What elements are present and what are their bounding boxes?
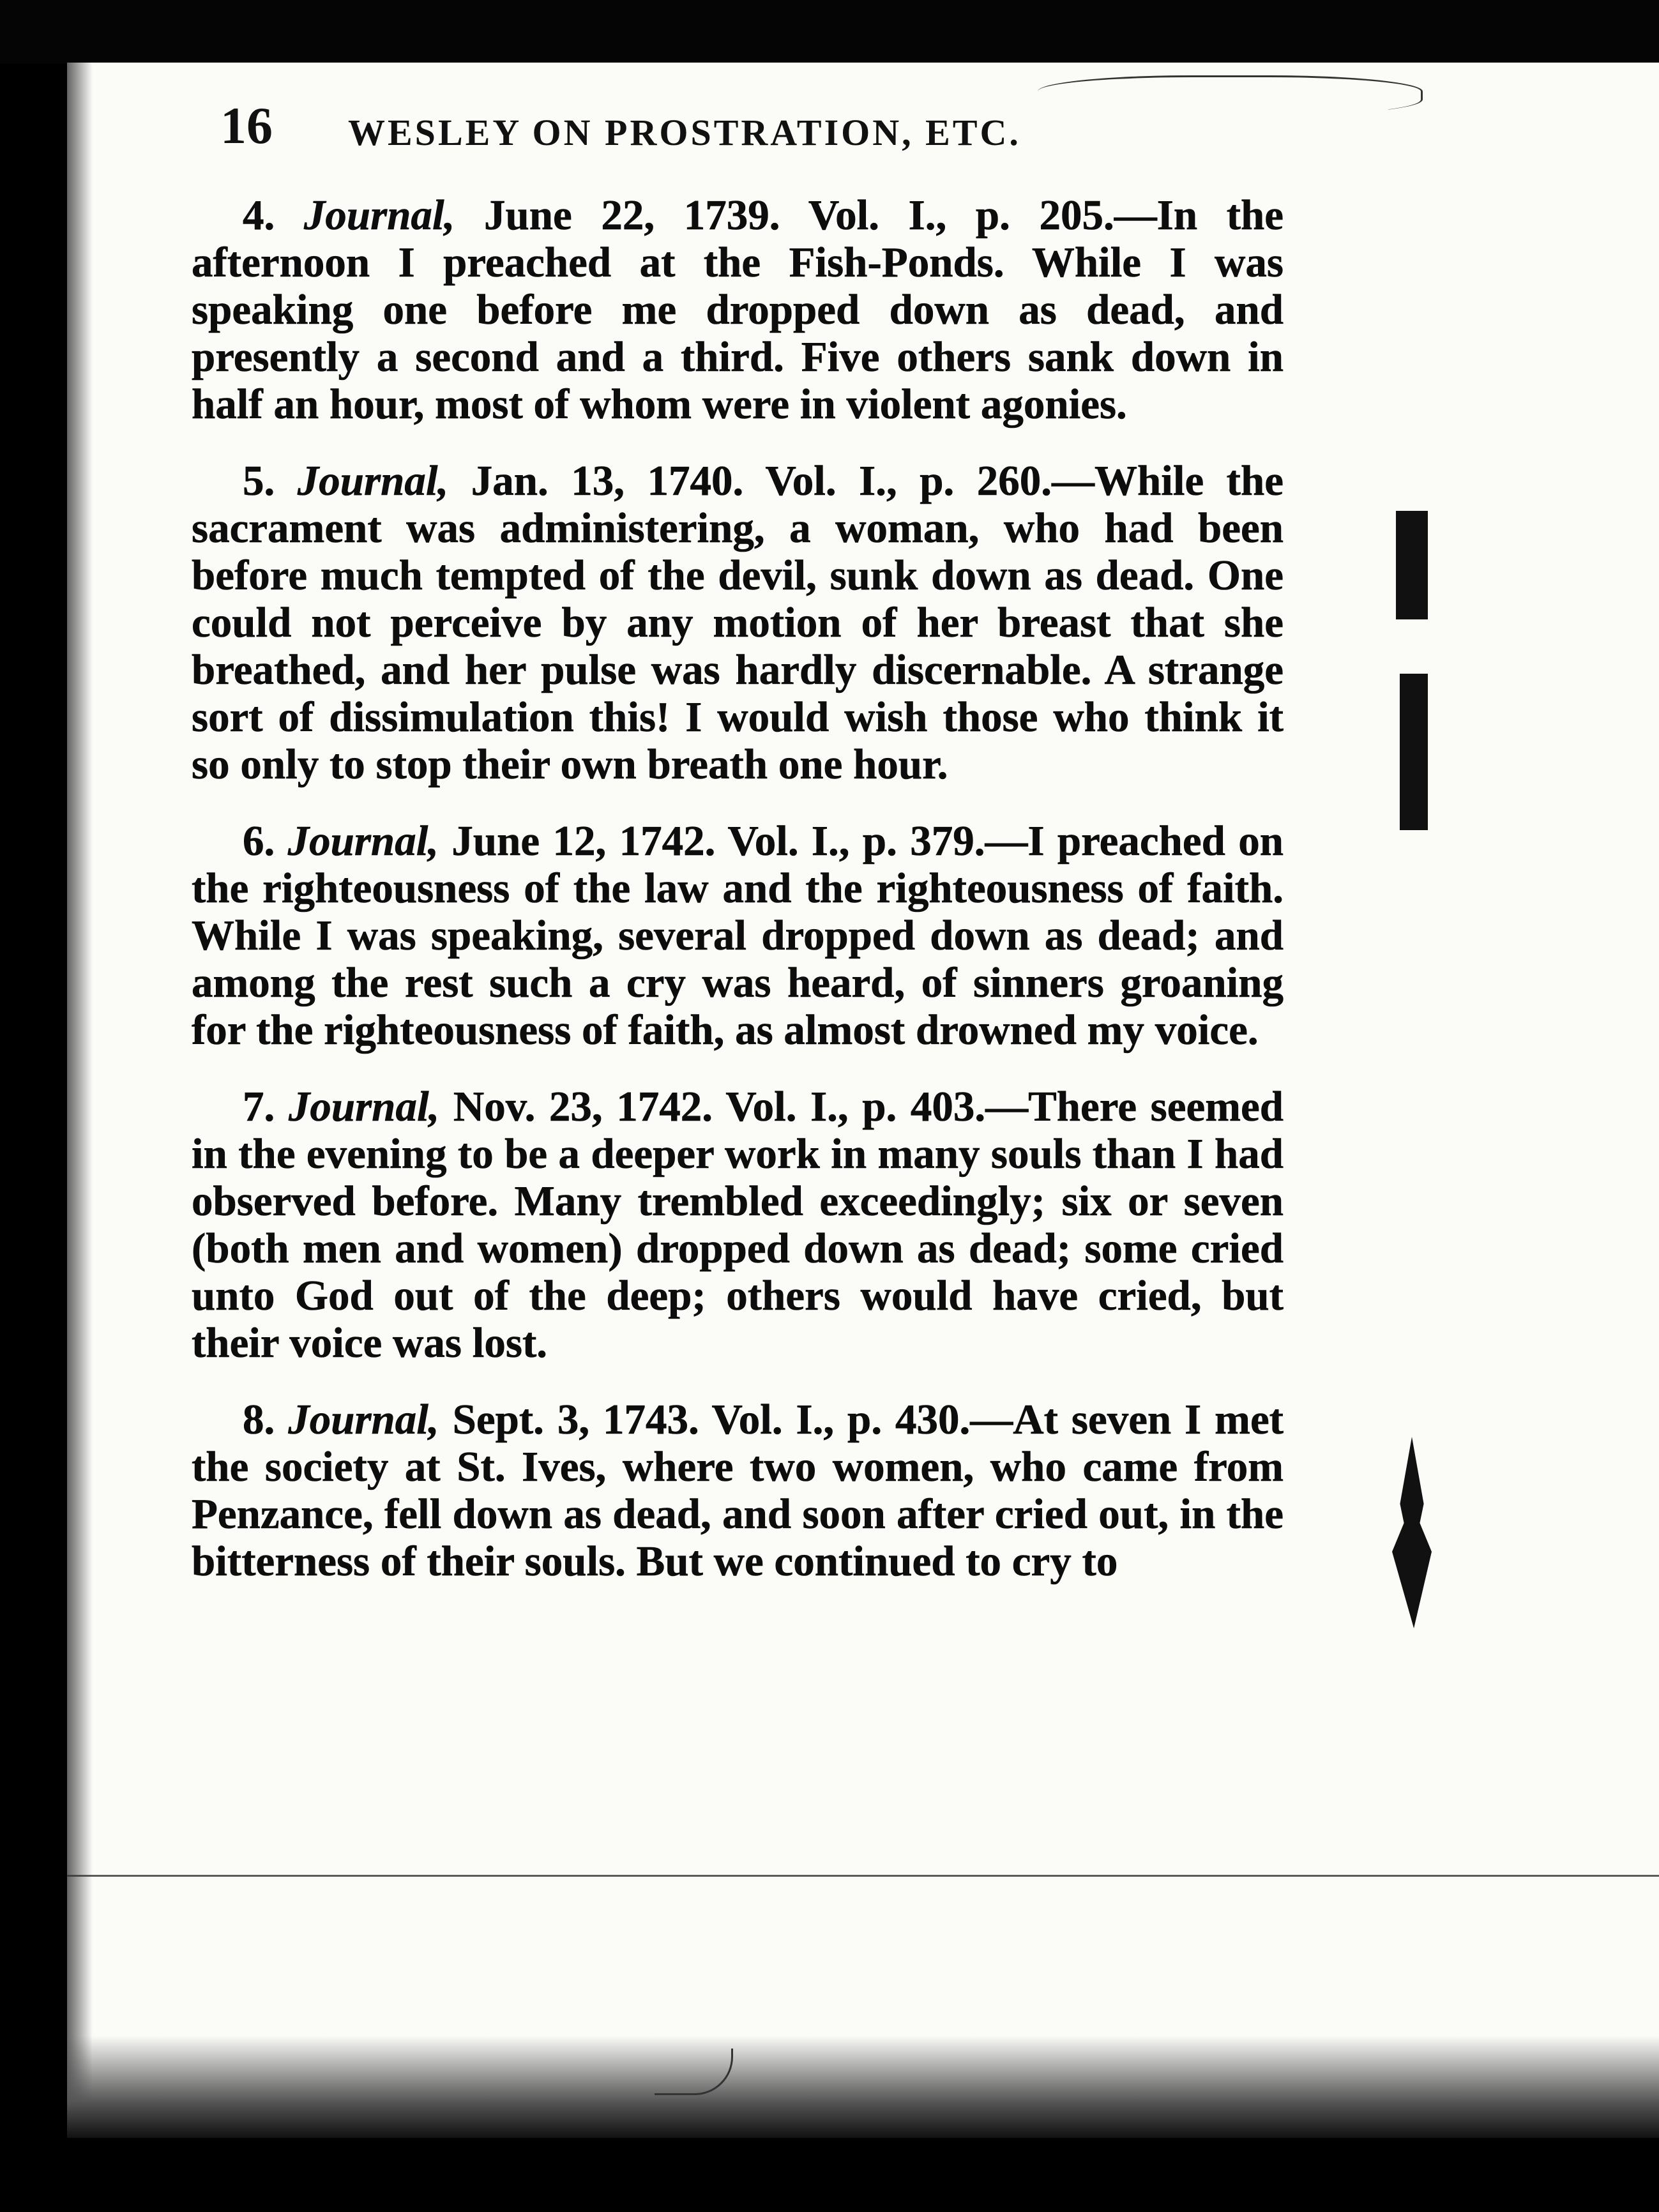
entry-body: Jan. 13, 1740. Vol. I., p. 260.—While the sacrament was administering, a woman, who had been before much tempted of the devil, sunk down as dead. One could not perceive by any motion of her breast that she breathed, and her pulse was hardly discernable. A strange sort of dissimulation this! I would wish those who think it so only to stop their own breath one hour. (192, 457, 1284, 788)
entry-number: 4. (243, 192, 275, 239)
page-number: 16 (220, 96, 273, 155)
running-title: WESLEY ON PROSTRATION, ETC. (348, 112, 1021, 153)
entry-paragraph (192, 457, 1284, 788)
journal-entry (192, 1396, 1284, 1585)
entry-number: 5. (243, 457, 275, 504)
entry-paragraph (192, 1083, 1284, 1367)
journal-entry (192, 457, 1284, 788)
journal-entry (192, 192, 1284, 428)
journal-title: Journal, (297, 457, 449, 504)
entry-body: June 22, 1739. Vol. I., p. 205.—In the afternoon I preached at the Fish-Ponds. While I was speaking one before me dropped down as dead, and presently a second and a third. Five others sank down in half an hour, most of whom were in violent agonies. (192, 192, 1284, 428)
journal-entries (192, 192, 1284, 1614)
entry-paragraph (192, 1396, 1284, 1585)
journal-entry (192, 817, 1284, 1054)
scan-fold-line (67, 1875, 1659, 1877)
journal-entry (192, 1083, 1284, 1367)
entry-body: Nov. 23, 1742. Vol. I., p. 403.—There seemed in the evening to be a deeper work in many souls than I had observed before. Many trembled exceedingly; six or seven (both men and women) dropped down as dead; some cried unto God out of the deep; others would have cried, but their voice was lost. (192, 1083, 1284, 1367)
journal-title: Journal, (288, 1083, 440, 1130)
page-bottom-shadow (67, 2036, 1659, 2138)
entry-number: 6. (243, 817, 275, 865)
journal-title: Journal, (288, 1396, 439, 1443)
entry-body: June 12, 1742. Vol. I., p. 379.—I preached on the righteousness of the law and the righteousness of faith. While I was speaking, several dropped down as dead; and among the rest such a cry was heard, of sinners groaning for the righteousness of faith, as almost drowned my voice. (192, 817, 1284, 1054)
page-edge-shadow (67, 63, 93, 2138)
margin-mark (1396, 511, 1428, 619)
entry-number: 8. (243, 1396, 275, 1443)
scan-border (0, 0, 1659, 64)
entry-paragraph (192, 192, 1284, 428)
margin-mark (1400, 674, 1428, 830)
journal-title: Journal, (303, 192, 455, 239)
entry-number: 7. (243, 1083, 275, 1130)
entry-body: Sept. 3, 1743. Vol. I., p. 430.—At seven I met the society at St. Ives, where two women, who came from Penzance, fell down as dead, and soon after cried out, in the bitterness of their souls. But we continued to cry to (192, 1396, 1284, 1585)
journal-title: Journal, (287, 817, 439, 865)
entry-paragraph (192, 817, 1284, 1054)
page-header (220, 96, 1178, 166)
